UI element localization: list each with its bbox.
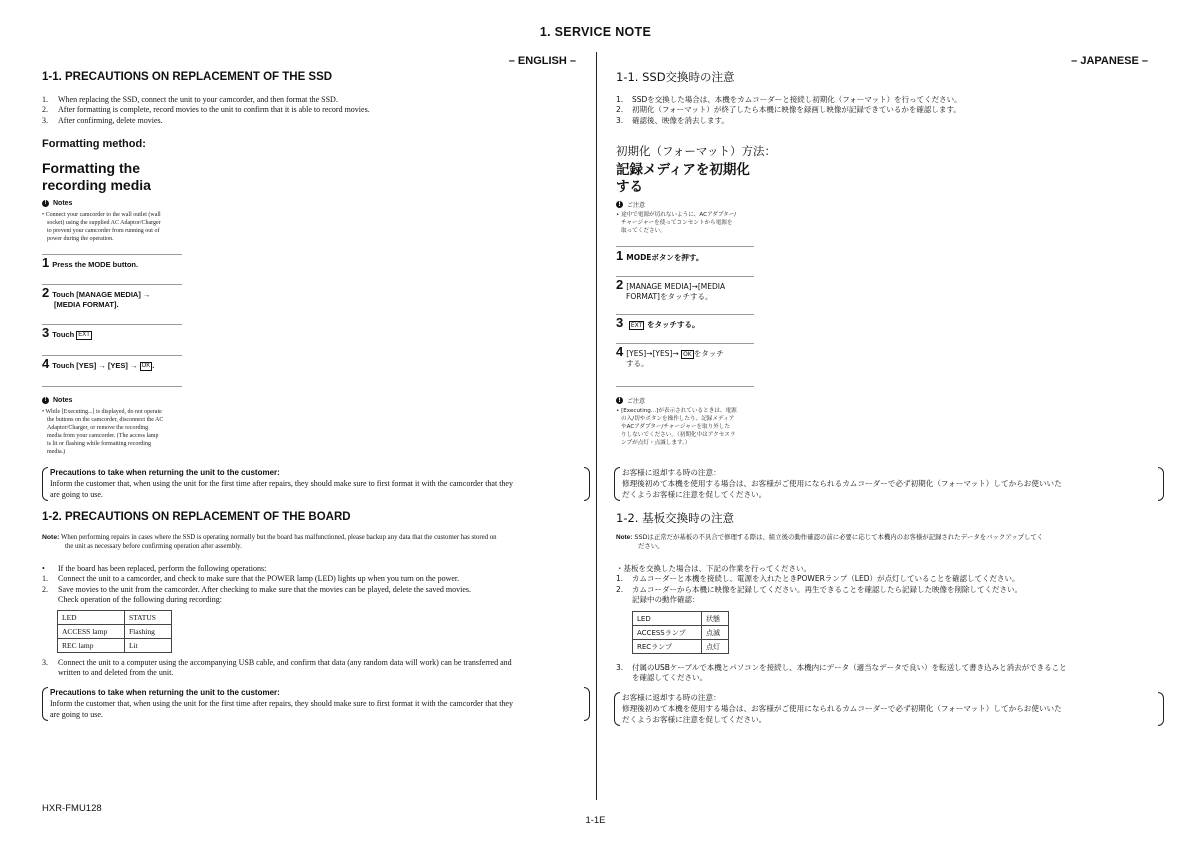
japanese-label: – JAPANESE – [1071, 55, 1148, 67]
list-item: 2. カムコーダーから本機に映像を記録してください。再生できることを確認したら記録した映像を削除してください。 [616, 584, 1022, 594]
en-formatting-title: Formatting the recording media [42, 160, 151, 193]
table-row: RECランプ 点灯 [633, 640, 729, 654]
check-operation-text: 記録中の動作確認： [632, 594, 700, 604]
divider [616, 343, 754, 344]
ja-notes-2-heading: ! ご注意 [616, 396, 645, 405]
ja-section-2-item-3: 3. 付属のUSBケーブルで本機とパソコンを接続し、本機内にデータ（適当なデータで良い）を転送して書き込みと消去ができること を確認してください。 [616, 663, 1067, 683]
ja-formatting-title: 記録メディアを初期化 する [616, 162, 750, 195]
list-item: 2. After formatting is complete, record movies to the unit to confirm that it is able to record movies. [42, 105, 370, 115]
exit-icon: EXT [630, 321, 643, 329]
exit-icon: EXT [78, 331, 90, 338]
list-item: 3. 確認後、映像を消去します。 [616, 115, 729, 125]
table-row: LED 状態 [633, 612, 729, 626]
table-row: ACCESS lamp Flashing [58, 625, 172, 639]
en-notes-heading: ! Notes [42, 200, 72, 207]
ja-section-2-list [616, 564, 1156, 605]
list-item: • If the board has been replaced, perform the following operations: [42, 564, 267, 573]
ja-format-method-heading: 初期化（フォーマット）方法： [616, 144, 776, 158]
en-step-4: 4 Touch [YES] → [YES] → OK . [42, 356, 155, 371]
en-step-2: 2 Touch [MANAGE MEDIA] → [MEDIA FORMAT]. [42, 285, 151, 309]
notes-icon: ! [616, 201, 623, 208]
notes-icon: ! [42, 397, 49, 404]
en-status-table [57, 610, 172, 653]
ja-section-1-title: 1-1. SSD交換時の注意 [616, 70, 735, 84]
ok-icon: OK [683, 350, 692, 358]
en-notes-2-heading: ! Notes [42, 397, 72, 404]
en-caution-box-1: Precautions to take when returning the unit to the customer: Inform the customer that, when using the unit for the first time after repairs, they should make sure to first format it with the camcorder that they are going to use. [42, 467, 590, 501]
divider [42, 284, 182, 285]
table-row: REC lamp Lit [58, 639, 172, 653]
column-divider [596, 52, 597, 800]
en-section-2-title: 1-2. PRECAUTIONS ON REPLACEMENT OF THE BOARD [42, 511, 351, 523]
ja-status-table [632, 611, 729, 654]
ja-section-1-list [616, 95, 1176, 126]
list-item: ・基板を交換した場合は、下記の作業を行ってください。 [616, 564, 811, 573]
ja-caution-box-2: お客様に返却する時の注意： 修理後初めて本機を使用する場合は、お客様がご使用になられるカムコーダーで必ず初期化（フォーマット）してからお使いいた だくようお客様に注意を促してください。 [614, 692, 1164, 726]
en-section-2-list [42, 564, 587, 605]
en-section-1-list [42, 95, 582, 126]
divider [42, 386, 182, 387]
ja-notes-2: • [Executing...]が表示されているときは、電源 の入/切やボタンを操作したり、記録メディア やACアダプター/チャージャーを取り外した りしないでください。（初期化中はアクセスラ ンプが点灯・点滅します。） [616, 408, 737, 446]
ja-step-3: 3 EXT をタッチする。 [616, 315, 700, 330]
en-format-method-heading: Formatting method: [42, 138, 146, 150]
divider [616, 314, 754, 315]
divider [616, 276, 754, 277]
list-item: 3. After confirming, delete movies. [42, 115, 163, 125]
en-caution-box-2: Precautions to take when returning the unit to the customer: Inform the customer that, when using the unit for the first time after repairs, they should make sure to first format it with the camcorder that they are going to use. [42, 687, 590, 721]
ja-note: Note: SSDは正常だが基板の不具合で修理する際は、組立後の動作確認の前に必要に応じて本機内のお客様が記録されたデータをバックアップしてく ださい。 [616, 533, 1044, 550]
list-item: 1. Connect the unit to a camcorder, and check to make sure that the POWER lamp (LED) lights up when you turn on the power. [42, 574, 460, 584]
en-step-3: 3 Touch EXT [42, 325, 90, 340]
check-operation-text: Check operation of the following during recording: [58, 594, 222, 604]
ja-step-1: 1 MODEボタンを押す。 [616, 248, 704, 263]
en-notes-2: • While [Executing...] is displayed, do not operate the buttons on the camcorder, disconnect the AC Adaptor/Charger, or remove the recording media from your camcorder. (The access lamp is lit or flashing while formatting recording media.) [42, 409, 164, 455]
ja-notes-1: • 途中で電源が切れないように、ACアダプター/ チャージャーを使ってコンセントから電源を 取ってください。 [616, 212, 737, 234]
page-number: 1-1E [585, 815, 606, 826]
list-item: 2. 初期化（フォーマット）が終了したら本機に映像を録画し映像が記録できているかを確認します。 [616, 105, 961, 115]
divider [42, 254, 182, 255]
model-number: HXR-FMU128 [42, 803, 102, 814]
notes-icon: ! [616, 397, 623, 404]
divider [616, 386, 754, 387]
divider [42, 324, 182, 325]
list-item: 1. カムコーダーと本機を接続し、電源を入れたときPOWERランプ（LED）が点灯していることを確認してください。 [616, 574, 1020, 584]
en-step-1: 1 Press the MODE button. [42, 255, 139, 270]
divider [42, 355, 182, 356]
ja-caution-box-1: お客様に返却する時の注意： 修理後初めて本機を使用する場合は、お客様がご使用になられるカムコーダーで必ず初期化（フォーマット）してからお使いいた だくようお客様に注意を促してください。 [614, 467, 1164, 501]
en-section-1-title: 1-1. PRECAUTIONS ON REPLACEMENT OF THE SSD [42, 71, 333, 83]
ja-notes-heading: ! ご注意 [616, 200, 645, 209]
en-section-2-item-3: 3. Connect the unit to a computer using the accompanying USB cable, and confirm that data (any random data will work) can be transferred and written to and deleted from the unit. [42, 658, 512, 678]
list-item: 1. When replacing the SSD, connect the unit to your camcorder, and then format the SSD. [42, 95, 338, 104]
ja-step-2: 2 [MANAGE MEDIA]→[MEDIA FORMAT]をタッチする。 [616, 277, 726, 301]
ja-section-2-title: 1-2. 基板交換時の注意 [616, 511, 735, 525]
list-item: 1. SSDを交換した場合は、本機をカムコーダーと接続し初期化（フォーマット）を行ってください。 [616, 95, 962, 104]
table-row: ACCESSランプ 点滅 [633, 626, 729, 640]
ok-icon: OK [141, 362, 151, 369]
table-row: LED STATUS [58, 611, 172, 625]
english-label: – ENGLISH – [508, 55, 576, 67]
notes-icon: ! [42, 200, 49, 207]
page-title: 1. SERVICE NOTE [539, 25, 652, 39]
ja-step-4: 4 [YES]→[YES]→ OK をタッチ する。 [616, 344, 724, 368]
en-note: Note: When performing repairs in cases where the SSD is operating normally but the board has malfunctioned, please backup any data that the customer has stored on the unit as necessary before confirming operation after assembly. [42, 534, 497, 550]
en-notes-1: • Connect your camcorder to the wall outlet (wall socket) using the supplied AC Adaptor/Charger to prevent your camcorder from running out of power during the operation. [42, 212, 161, 242]
divider [616, 246, 754, 247]
list-item: 2. Save movies to the unit from the camcorder. After checking to make sure that the movies can be played, delete the saved movies. [42, 584, 471, 594]
